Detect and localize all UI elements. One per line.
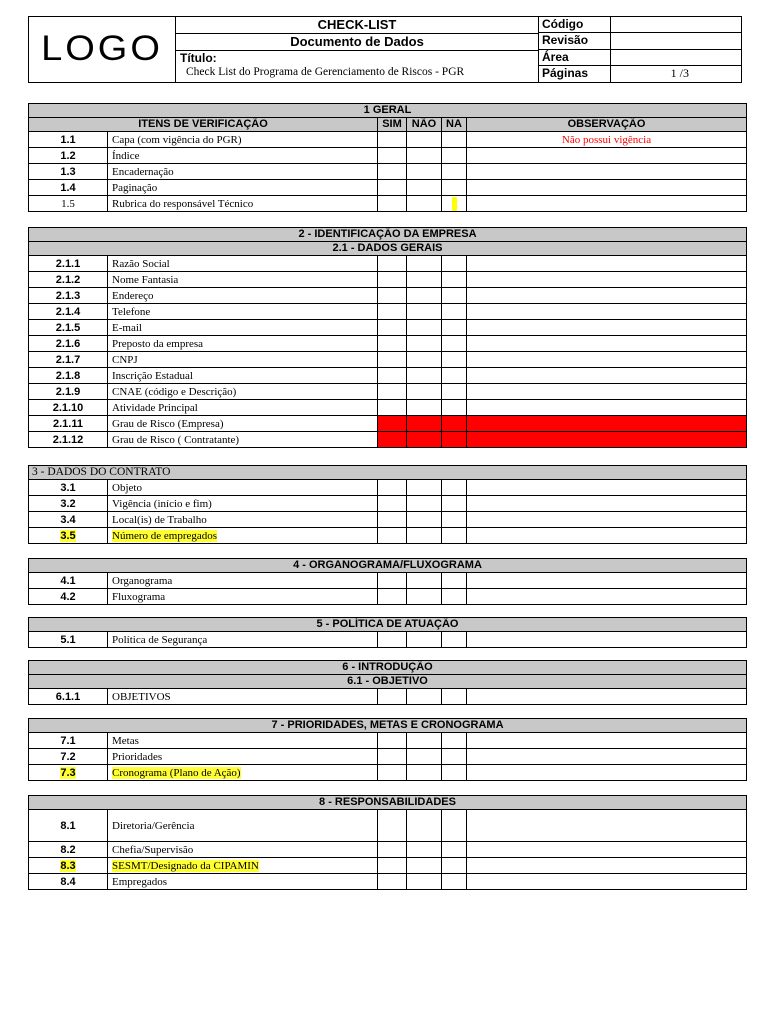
sim-cell[interactable] [378, 272, 407, 288]
na-cell[interactable] [442, 272, 467, 288]
revisao-value [611, 33, 741, 49]
table-row [29, 336, 747, 352]
sim-cell[interactable] [378, 400, 407, 416]
item-number: 4.1 [29, 573, 108, 589]
item-number: 2.1.3 [29, 288, 108, 304]
sim-cell[interactable] [378, 164, 407, 180]
table-row [29, 480, 747, 496]
item-label: Capa (com vigência do PGR) [108, 132, 378, 148]
observation-cell[interactable] [467, 196, 747, 212]
observation-cell[interactable] [467, 164, 747, 180]
na-cell[interactable] [442, 256, 467, 272]
na-cell[interactable] [442, 589, 467, 605]
item-label: Metas [108, 733, 378, 749]
item-label: Diretoria/Gerência [108, 810, 378, 842]
table-row [29, 632, 747, 648]
item-label: Local(is) de Trabalho [108, 512, 378, 528]
nao-cell[interactable] [407, 810, 442, 842]
item-label: Preposto da empresa [108, 336, 378, 352]
na-cell[interactable] [442, 164, 467, 180]
item-label: Empregados [108, 874, 378, 890]
nao-cell[interactable] [407, 874, 442, 890]
table-row [29, 288, 747, 304]
sim-cell[interactable] [378, 180, 407, 196]
na-cell[interactable] [442, 400, 467, 416]
sim-cell[interactable] [378, 810, 407, 842]
codigo-value [611, 17, 741, 33]
highlighted-label: Número de empregados [112, 529, 218, 542]
na-cell[interactable] [442, 196, 467, 212]
table-row [29, 256, 747, 272]
subsection-header [29, 242, 747, 256]
subsection-title: 2.1 - DADOS GERAIS [29, 242, 747, 256]
nao-cell[interactable] [407, 400, 442, 416]
table-row [29, 132, 747, 148]
codigo-label: Código [539, 17, 611, 33]
table-row [29, 810, 747, 842]
item-number [29, 765, 108, 781]
highlighted-number: 8.3 [60, 859, 76, 872]
highlighted-number: 3.5 [60, 529, 76, 542]
nao-cell[interactable] [407, 528, 442, 544]
nao-cell[interactable] [407, 132, 442, 148]
section-header [29, 228, 747, 242]
nao-cell[interactable] [407, 765, 442, 781]
sim-cell[interactable] [378, 336, 407, 352]
na-cell[interactable] [442, 320, 467, 336]
table-row [29, 496, 747, 512]
nao-cell[interactable] [407, 496, 442, 512]
item-label: E-mail [108, 320, 378, 336]
table-row [29, 304, 747, 320]
observation-cell[interactable] [467, 400, 747, 416]
na-cell[interactable] [442, 148, 467, 164]
logo-cell [29, 17, 176, 82]
nao-cell[interactable] [407, 336, 442, 352]
sim-cell[interactable] [378, 842, 407, 858]
sim-cell[interactable] [378, 632, 407, 648]
nao-cell[interactable] [407, 180, 442, 196]
observation-cell[interactable] [467, 810, 747, 842]
table-row [29, 589, 747, 605]
nao-cell[interactable] [407, 164, 442, 180]
item-label: Nome Fantasia [108, 272, 378, 288]
observation-cell[interactable] [467, 632, 747, 648]
observation-cell[interactable] [467, 573, 747, 589]
section-header [29, 618, 747, 632]
col-na-header: NA [442, 118, 467, 132]
item-label [108, 765, 378, 781]
nao-cell[interactable] [407, 512, 442, 528]
item-number: 7.1 [29, 733, 108, 749]
section-3-contrato [28, 465, 747, 544]
header-title-block [176, 17, 539, 82]
nao-cell[interactable] [407, 589, 442, 605]
na-cell[interactable] [442, 180, 467, 196]
item-label: Fluxograma [108, 589, 378, 605]
table-row [29, 733, 747, 749]
section-6-introducao [28, 660, 747, 705]
na-cell[interactable] [442, 632, 467, 648]
observation-cell[interactable] [467, 858, 747, 874]
observation-cell[interactable] [467, 352, 747, 368]
item-label: Política de Segurança [108, 632, 378, 648]
item-number: 2.1.2 [29, 272, 108, 288]
subsection-header [29, 675, 747, 689]
na-cell[interactable] [442, 749, 467, 765]
item-number: 3.1 [29, 480, 108, 496]
yellow-marker [452, 197, 457, 211]
titulo-value: Check List do Programa de Gerenciamento de Riscos - PGR [186, 66, 465, 78]
sim-cell[interactable] [378, 304, 407, 320]
observation-cell[interactable] [467, 272, 747, 288]
table-row [29, 196, 747, 212]
observation-cell[interactable] [467, 432, 747, 448]
col-obs-header: OBSERVAÇÃO [467, 118, 747, 132]
table-row [29, 416, 747, 432]
sim-cell[interactable] [378, 874, 407, 890]
section-header [29, 466, 747, 480]
observation-cell[interactable] [467, 180, 747, 196]
observation-cell[interactable] [467, 304, 747, 320]
nao-cell[interactable] [407, 749, 442, 765]
sim-cell[interactable] [378, 320, 407, 336]
item-label: OBJETIVOS [108, 689, 378, 705]
table-row [29, 749, 747, 765]
nao-cell[interactable] [407, 858, 442, 874]
observation-cell[interactable] [467, 496, 747, 512]
sim-cell[interactable] [378, 480, 407, 496]
item-label: Prioridades [108, 749, 378, 765]
table-row [29, 320, 747, 336]
table-row [29, 384, 747, 400]
sim-cell[interactable] [378, 689, 407, 705]
section-header [29, 104, 747, 118]
document-title: CHECK-LIST [176, 17, 538, 34]
item-label: Endereço [108, 288, 378, 304]
item-number: 2.1.1 [29, 256, 108, 272]
col-sim-header: SIM [378, 118, 407, 132]
col-nao-header: NÃO [407, 118, 442, 132]
item-number: 2.1.5 [29, 320, 108, 336]
logo: LOGO [41, 29, 163, 69]
highlighted-label: SESMT/Designado da CIPAMIN [112, 859, 259, 872]
nao-cell[interactable] [407, 368, 442, 384]
na-cell[interactable] [442, 480, 467, 496]
na-cell[interactable] [442, 288, 467, 304]
item-label: Rubrica do responsável Técnico [108, 196, 378, 212]
nao-cell[interactable] [407, 256, 442, 272]
sim-cell[interactable] [378, 749, 407, 765]
na-cell[interactable] [442, 352, 467, 368]
section-title: 3 - DADOS DO CONTRATO [29, 466, 747, 480]
highlighted-label: Cronograma (Plano de Ação) [112, 766, 241, 779]
observation-cell[interactable] [467, 480, 747, 496]
section-title: 8 - RESPONSABILIDADES [29, 796, 747, 810]
item-number: 2.1.6 [29, 336, 108, 352]
nao-cell[interactable] [407, 480, 442, 496]
table-row [29, 352, 747, 368]
item-label: Inscrição Estadual [108, 368, 378, 384]
table-row [29, 528, 747, 544]
observation-cell[interactable] [467, 765, 747, 781]
na-cell[interactable] [442, 416, 467, 432]
item-label: CNPJ [108, 352, 378, 368]
item-label: Vigência (início e fim) [108, 496, 378, 512]
table-row [29, 842, 747, 858]
sim-cell[interactable] [378, 384, 407, 400]
item-number: 2.1.10 [29, 400, 108, 416]
section-title: 7 - PRIORIDADES, METAS E CRONOGRAMA [29, 719, 747, 733]
section-title: 4 - ORGANOGRAMA/FLUXOGRAMA [29, 559, 747, 573]
item-number: 3.2 [29, 496, 108, 512]
table-row [29, 874, 747, 890]
sim-cell[interactable] [378, 573, 407, 589]
titulo-label: Título: [180, 51, 217, 65]
observation-cell[interactable] [467, 733, 747, 749]
item-number: 2.1.4 [29, 304, 108, 320]
section-header [29, 796, 747, 810]
item-number: 6.1.1 [29, 689, 108, 705]
area-label: Área [539, 50, 611, 66]
observation-cell[interactable] [467, 528, 747, 544]
item-label: Atividade Principal [108, 400, 378, 416]
nao-cell[interactable] [407, 733, 442, 749]
table-row [29, 765, 747, 781]
table-row [29, 689, 747, 705]
item-number: 2.1.11 [29, 416, 108, 432]
observation-cell[interactable] [467, 368, 747, 384]
document-meta [539, 17, 741, 82]
item-label: Razão Social [108, 256, 378, 272]
observation-cell[interactable] [467, 589, 747, 605]
item-number: 8.2 [29, 842, 108, 858]
observation-cell[interactable] [467, 320, 747, 336]
nao-cell[interactable] [407, 573, 442, 589]
titulo-block [176, 51, 538, 82]
item-number: 2.1.12 [29, 432, 108, 448]
item-number: 3.4 [29, 512, 108, 528]
nao-cell[interactable] [407, 196, 442, 212]
table-row [29, 164, 747, 180]
document-subtitle: Documento de Dados [176, 34, 538, 51]
observation-cell[interactable] [467, 288, 747, 304]
sim-cell[interactable] [378, 589, 407, 605]
section-2-identificacao [28, 227, 747, 448]
sim-cell[interactable] [378, 352, 407, 368]
item-number: 1.2 [29, 148, 108, 164]
revisao-label: Revisão [539, 33, 611, 49]
na-cell[interactable] [442, 368, 467, 384]
section-title: 6 - INTRODUÇÃO [29, 661, 747, 675]
nao-cell[interactable] [407, 320, 442, 336]
table-row [29, 400, 747, 416]
paginas-value: 1 /3 [670, 65, 689, 80]
nao-cell[interactable] [407, 352, 442, 368]
na-cell[interactable] [442, 304, 467, 320]
na-cell[interactable] [442, 858, 467, 874]
observation-cell[interactable] [467, 842, 747, 858]
item-number: 7.2 [29, 749, 108, 765]
sim-cell[interactable] [378, 196, 407, 212]
item-label: Encadernação [108, 164, 378, 180]
observation-cell[interactable] [467, 148, 747, 164]
nao-cell[interactable] [407, 632, 442, 648]
section-title: 1 GERAL [29, 104, 747, 118]
table-row [29, 512, 747, 528]
section-8-responsabilidades [28, 795, 747, 890]
sim-cell[interactable] [378, 256, 407, 272]
item-number: 4.2 [29, 589, 108, 605]
na-cell[interactable] [442, 132, 467, 148]
document-header [28, 16, 742, 83]
section-title: 5 - POLÍTICA DE ATUAÇÃO [29, 618, 747, 632]
observation-cell[interactable] [467, 689, 747, 705]
nao-cell[interactable] [407, 304, 442, 320]
nao-cell[interactable] [407, 416, 442, 432]
na-cell[interactable] [442, 842, 467, 858]
na-cell[interactable] [442, 496, 467, 512]
nao-cell[interactable] [407, 432, 442, 448]
observation-cell[interactable] [467, 384, 747, 400]
item-number: 8.1 [29, 810, 108, 842]
sim-cell[interactable] [378, 416, 407, 432]
table-row [29, 180, 747, 196]
observation-cell[interactable] [467, 256, 747, 272]
highlighted-number: 7.3 [60, 766, 76, 779]
item-label: Telefone [108, 304, 378, 320]
observation-cell[interactable] [467, 416, 747, 432]
section-7-prioridades [28, 718, 747, 781]
nao-cell[interactable] [407, 272, 442, 288]
sim-cell[interactable] [378, 858, 407, 874]
subsection-title: 6.1 - OBJETIVO [29, 675, 747, 689]
sim-cell[interactable] [378, 132, 407, 148]
item-label: Grau de Risco ( Contratante) [108, 432, 378, 448]
section-title: 2 - IDENTIFICAÇÃO DA EMPRESA [29, 228, 747, 242]
item-label: Paginação [108, 180, 378, 196]
item-number: 1.4 [29, 180, 108, 196]
nao-cell[interactable] [407, 842, 442, 858]
observation-cell[interactable] [467, 749, 747, 765]
sim-cell[interactable] [378, 528, 407, 544]
item-label [108, 858, 378, 874]
item-number: 2.1.8 [29, 368, 108, 384]
item-number: 1.3 [29, 164, 108, 180]
observation-cell[interactable]: Não possui vigência [467, 132, 747, 148]
na-cell[interactable] [442, 528, 467, 544]
section-4-organograma [28, 558, 747, 605]
item-number: 2.1.7 [29, 352, 108, 368]
observation-cell[interactable] [467, 512, 747, 528]
area-value [611, 50, 741, 66]
item-number: 1.5 [29, 196, 108, 212]
item-label: Organograma [108, 573, 378, 589]
sim-cell[interactable] [378, 765, 407, 781]
nao-cell[interactable] [407, 384, 442, 400]
sim-cell[interactable] [378, 432, 407, 448]
section-header [29, 661, 747, 675]
item-label [108, 528, 378, 544]
item-label: Objeto [108, 480, 378, 496]
section-1-geral [28, 103, 747, 212]
section-header [29, 719, 747, 733]
table-row [29, 432, 747, 448]
na-cell[interactable] [442, 512, 467, 528]
na-cell[interactable] [442, 336, 467, 352]
item-label: Chefia/Supervisão [108, 842, 378, 858]
na-cell[interactable] [442, 384, 467, 400]
section-5-politica [28, 617, 747, 648]
paginas-label: Páginas [539, 66, 611, 82]
table-row [29, 272, 747, 288]
na-cell[interactable] [442, 765, 467, 781]
sim-cell[interactable] [378, 288, 407, 304]
na-cell[interactable] [442, 733, 467, 749]
table-row [29, 148, 747, 164]
na-cell[interactable] [442, 573, 467, 589]
nao-cell[interactable] [407, 689, 442, 705]
na-cell[interactable] [442, 689, 467, 705]
item-label: Grau de Risco (Empresa) [108, 416, 378, 432]
item-number: 5.1 [29, 632, 108, 648]
table-row [29, 573, 747, 589]
na-cell[interactable] [442, 874, 467, 890]
na-cell[interactable] [442, 810, 467, 842]
observation-cell[interactable] [467, 336, 747, 352]
item-number: 2.1.9 [29, 384, 108, 400]
item-number: 8.4 [29, 874, 108, 890]
nao-cell[interactable] [407, 148, 442, 164]
sim-cell[interactable] [378, 496, 407, 512]
sim-cell[interactable] [378, 733, 407, 749]
item-number [29, 528, 108, 544]
sim-cell[interactable] [378, 368, 407, 384]
nao-cell[interactable] [407, 288, 442, 304]
table-row [29, 368, 747, 384]
na-cell[interactable] [442, 432, 467, 448]
observation-cell[interactable] [467, 874, 747, 890]
item-number [29, 858, 108, 874]
col-items-header: ITENS DE VERIFICAÇÃO [29, 118, 378, 132]
item-label: CNAE (código e Descrição) [108, 384, 378, 400]
table-row [29, 858, 747, 874]
column-header-row [29, 118, 747, 132]
item-number: 1.1 [29, 132, 108, 148]
sim-cell[interactable] [378, 512, 407, 528]
item-label: Índice [108, 148, 378, 164]
sim-cell[interactable] [378, 148, 407, 164]
section-header [29, 559, 747, 573]
